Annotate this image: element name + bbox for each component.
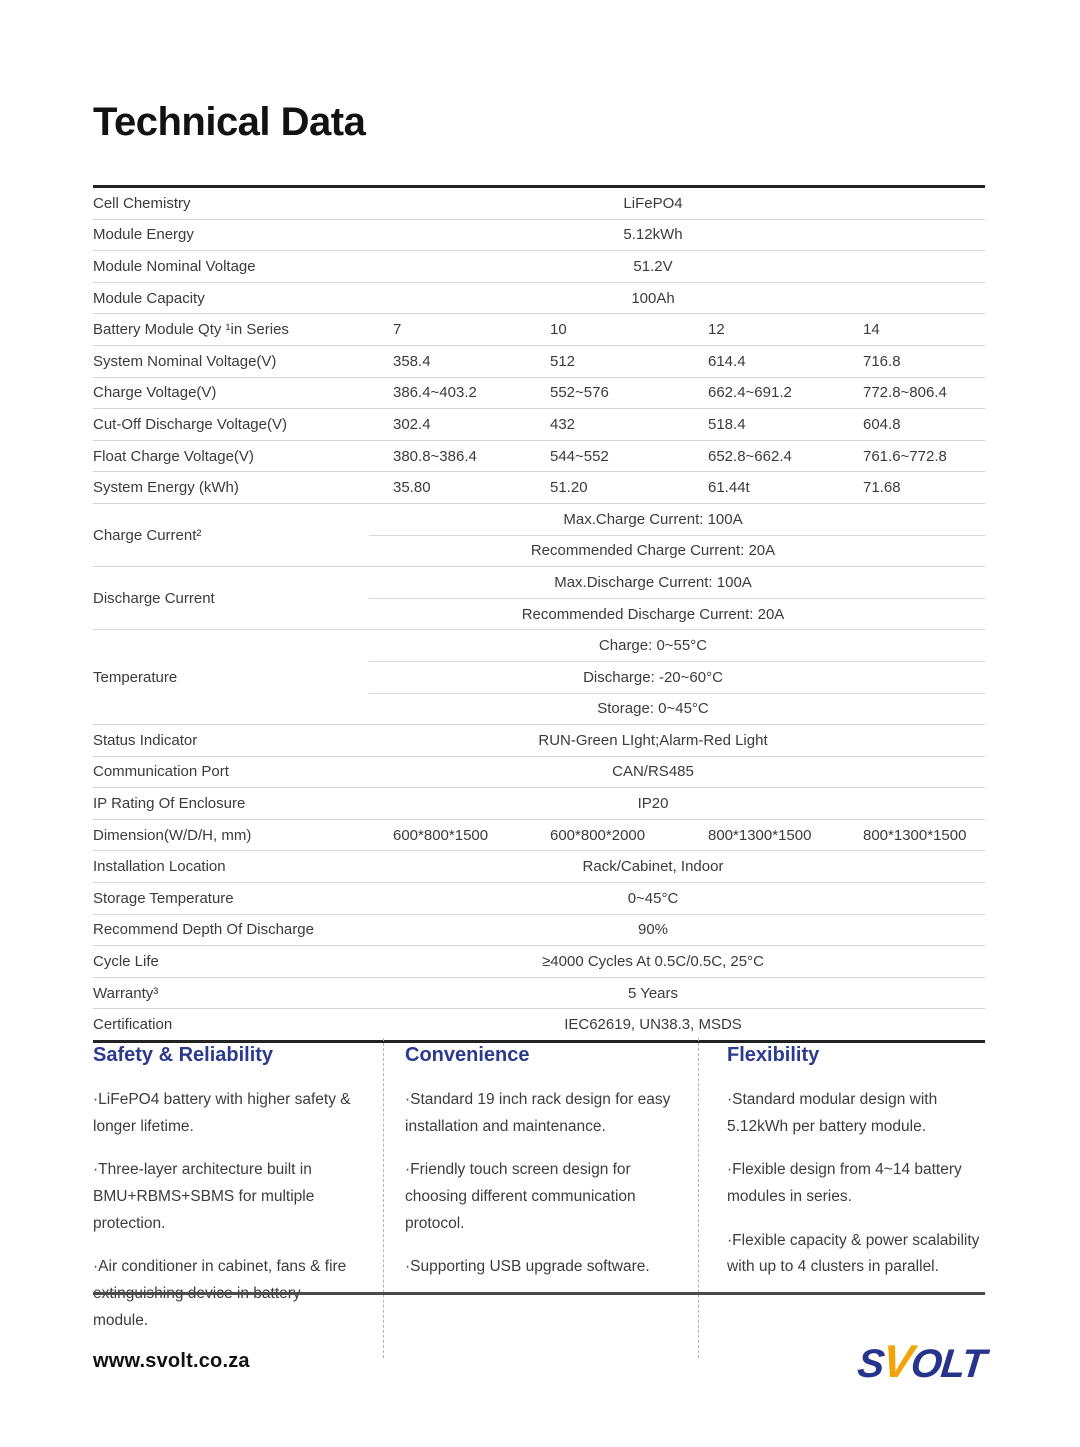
row-subvalue: Discharge: -20~60°C [369, 661, 985, 693]
row-label: IP Rating Of Enclosure [93, 795, 246, 813]
features-bottom-rule [93, 1292, 985, 1295]
row-values [393, 378, 985, 409]
table-row [93, 851, 985, 883]
row-label: Module Nominal Voltage [93, 257, 256, 275]
table-row [93, 1009, 985, 1040]
row-value: 662.4~691.2 [708, 384, 792, 402]
row-value: 772.8~806.4 [863, 384, 947, 402]
table-row [93, 441, 985, 473]
row-subvalues [369, 567, 985, 629]
table-row [93, 788, 985, 820]
feature-item: ·Flexible capacity & power scalability with up to 4 clusters in parallel. [727, 1231, 980, 1276]
row-value: LiFePO4 [623, 194, 683, 212]
row-subvalue: Max.Charge Current: 100A [563, 510, 743, 528]
row-label: Communication Port [93, 763, 229, 781]
row-label: Module Energy [93, 226, 194, 244]
row-value: 0~45°C [627, 889, 679, 907]
feature-item: ·Supporting USB upgrade software. [405, 1258, 650, 1276]
row-value: 761.6~772.8 [863, 447, 947, 465]
row-label: Temperature [93, 668, 178, 686]
feature-title: Flexibility [727, 1044, 820, 1066]
row-value: IP20 [637, 795, 669, 813]
row-subvalue: Recommended Discharge Current: 20A [369, 598, 985, 630]
row-label: Module Capacity [93, 289, 205, 307]
row-value: 518.4 [708, 415, 746, 433]
row-value: 652.8~662.4 [708, 447, 792, 465]
table-row [93, 725, 985, 757]
row-values [393, 441, 985, 472]
row-value: 10 [550, 321, 567, 339]
row-value: 14 [863, 321, 880, 339]
row-value: 5.12kWh [623, 226, 683, 244]
svolt-logo [854, 1335, 987, 1387]
table-row [93, 757, 985, 789]
row-value: 71.68 [863, 479, 901, 497]
row-value: 614.4 [708, 352, 746, 370]
row-values [393, 820, 985, 851]
row-values [393, 409, 985, 440]
row-label: Warranty³ [93, 984, 159, 1002]
table-row [93, 409, 985, 441]
row-values [393, 346, 985, 377]
row-values [393, 472, 985, 503]
table-row [93, 251, 985, 283]
row-value: 51.2V [633, 257, 673, 275]
logo-letters-olt: OLT [908, 1342, 987, 1386]
row-value: RUN-Green LIght;Alarm-Red Light [538, 731, 768, 749]
table-row [93, 188, 985, 220]
table-row [93, 630, 985, 725]
logo-letter-s: S [854, 1342, 886, 1386]
row-value: 358.4 [393, 352, 431, 370]
row-label: System Energy (kWh) [93, 479, 239, 497]
row-label: Float Charge Voltage(V) [93, 447, 254, 465]
row-value: 544~552 [550, 447, 609, 465]
row-subvalue: Charge: 0~55°C [598, 637, 708, 655]
table-row [93, 915, 985, 947]
row-subvalues [369, 630, 985, 724]
feature-section [698, 1038, 985, 1358]
row-label: Charge Current² [93, 526, 202, 544]
row-subvalue: Recommended Charge Current: 20A [369, 535, 985, 567]
table-row [93, 378, 985, 410]
row-value: 600*800*2000 [550, 826, 646, 844]
row-value: Rack/Cabinet, Indoor [582, 858, 724, 876]
table-row [93, 220, 985, 252]
row-value: 90% [637, 921, 669, 939]
feature-item: ·Three-layer architecture built in BMU+RBMS+SBMS for multiple protection. [93, 1161, 315, 1232]
row-value: 604.8 [863, 415, 901, 433]
features-section [93, 1038, 985, 1358]
row-label: Cycle Life [93, 953, 159, 971]
table-row [93, 883, 985, 915]
table-row [93, 314, 985, 346]
row-label: Battery Module Qty ¹in Series [93, 321, 289, 339]
row-value: CAN/RS485 [612, 763, 694, 781]
page-title: Technical Data [93, 100, 366, 144]
feature-item: ·Friendly touch screen design for choosing different communication protocol. [405, 1161, 636, 1232]
feature-item: ·LiFePO4 battery with higher safety & longer lifetime. [93, 1091, 351, 1135]
row-value: 716.8 [863, 352, 901, 370]
row-value: 600*800*1500 [393, 826, 489, 844]
row-label: Dimension(W/D/H, mm) [93, 826, 252, 844]
feature-section [93, 1038, 383, 1358]
table-row [93, 820, 985, 852]
row-value: 7 [393, 321, 402, 339]
feature-item: ·Air conditioner in cabinet, fans & fire extinguishing device in battery module. [93, 1258, 347, 1329]
footer [93, 1335, 985, 1387]
website-url: www.svolt.co.za [93, 1349, 250, 1372]
row-value: 302.4 [393, 415, 431, 433]
row-label: System Nominal Voltage(V) [93, 352, 277, 370]
row-label: Cell Chemistry [93, 194, 191, 212]
table-row [93, 346, 985, 378]
row-value: 432 [550, 415, 576, 433]
row-value: 800*1300*1500 [863, 826, 967, 844]
row-label: Certification [93, 1016, 173, 1034]
table-row [93, 567, 985, 630]
row-value: 552~576 [550, 384, 609, 402]
feature-title: Safety & Reliability [93, 1044, 274, 1066]
technical-data-table [93, 185, 985, 1043]
feature-item: ·Flexible design from 4~14 battery modules in series. [727, 1161, 962, 1205]
feature-title: Convenience [405, 1044, 530, 1066]
feature-item: ·Standard 19 inch rack design for easy installation and maintenance. [405, 1091, 671, 1135]
row-value: 12 [708, 321, 725, 339]
row-value: 380.8~386.4 [393, 447, 477, 465]
row-value: 5 Years [627, 984, 679, 1002]
row-label: Recommend Depth Of Discharge [93, 921, 314, 939]
row-value: 100Ah [631, 289, 675, 307]
row-value: 61.44t [708, 479, 750, 497]
row-label: Installation Location [93, 858, 226, 876]
row-label: Cut-Off Discharge Voltage(V) [93, 415, 287, 433]
table-row [93, 946, 985, 978]
row-value: 800*1300*1500 [708, 826, 812, 844]
row-subvalue: Storage: 0~45°C [369, 693, 985, 725]
table-row [93, 283, 985, 315]
table-row [93, 978, 985, 1010]
table-row [93, 504, 985, 567]
logo-letter-v: V [879, 1335, 915, 1387]
row-value: ≥4000 Cycles At 0.5C/0.5C, 25°C [542, 953, 764, 971]
row-subvalue: Max.Discharge Current: 100A [554, 573, 752, 591]
row-value: IEC62619, UN38.3, MSDS [564, 1016, 742, 1034]
row-label: Status Indicator [93, 731, 198, 749]
row-value: 386.4~403.2 [393, 384, 477, 402]
feature-item: ·Standard modular design with 5.12kWh per battery module. [727, 1091, 938, 1135]
row-subvalues [369, 504, 985, 566]
row-values [393, 314, 985, 345]
table-row [93, 472, 985, 504]
row-label: Discharge Current [93, 589, 215, 607]
feature-section [383, 1038, 698, 1358]
row-label: Storage Temperature [93, 889, 234, 907]
row-value: 51.20 [550, 479, 588, 497]
row-value: 35.80 [393, 479, 431, 497]
row-label: Charge Voltage(V) [93, 384, 217, 402]
row-value: 512 [550, 352, 576, 370]
